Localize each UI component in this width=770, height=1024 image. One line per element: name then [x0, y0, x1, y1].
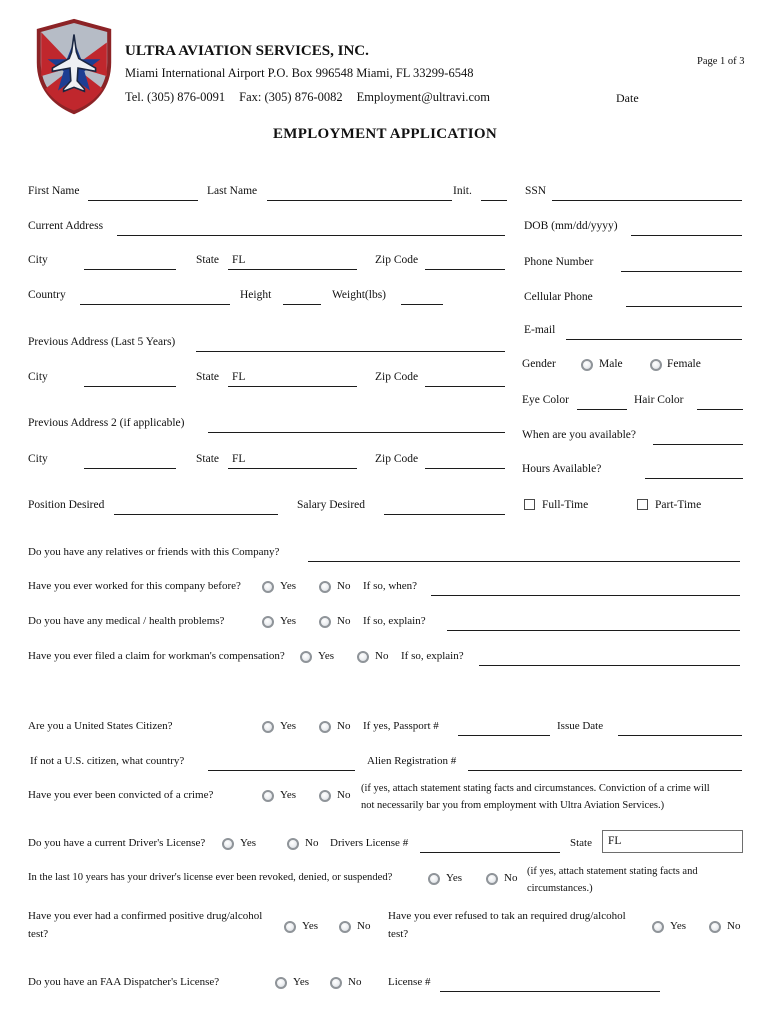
ssn-field[interactable] [552, 197, 742, 201]
first-name-label: First Name [28, 185, 80, 197]
eye-color-label: Eye Color [522, 394, 569, 406]
weight-field[interactable] [401, 301, 443, 305]
city2-field[interactable] [84, 383, 176, 387]
refused-test-question-line2: test? [388, 928, 409, 940]
drivers-license-question: Do you have a current Driver's License? [28, 837, 206, 849]
company-logo [34, 18, 114, 115]
gender-female-radio[interactable] [650, 359, 662, 371]
alien-registration-label: Alien Registration # [367, 755, 457, 767]
license-number-label: License # [388, 976, 431, 988]
refused-test-yes-radio[interactable] [652, 921, 664, 933]
full-time-checkbox[interactable] [524, 499, 535, 510]
convicted-no-label: No [337, 789, 351, 801]
revoked-note-line1: (if yes, attach statement stating facts and [527, 866, 698, 877]
if-so-when-label: If so, when? [363, 580, 418, 592]
positive-test-no-label: No [357, 920, 371, 932]
convicted-note-line1: (if yes, attach statement stating facts and circumstances. Conviction of a crime will [361, 783, 710, 794]
dl-state-label: State [570, 837, 592, 849]
zip3-field[interactable] [425, 465, 505, 469]
drivers-license-no-radio[interactable] [287, 838, 299, 850]
current-address-label: Current Address [28, 220, 104, 232]
ssn-label: SSN [525, 185, 547, 197]
refused-test-no-radio[interactable] [709, 921, 721, 933]
company-fax: Fax: (305) 876-0082 [239, 90, 343, 104]
convicted-question: Have you ever been convicted of a crime? [28, 789, 214, 801]
when-available-label: When are you available? [522, 429, 636, 441]
gender-male-label: Male [599, 358, 623, 370]
gender-label: Gender [522, 358, 556, 370]
salary-desired-label: Salary Desired [297, 499, 366, 511]
workman-comp-question: Have you ever filed a claim for workman's compensation? [28, 650, 285, 662]
revoked-yes-label: Yes [446, 872, 463, 884]
worked-before-yes-radio[interactable] [262, 581, 274, 593]
citizen-question: Are you a United States Citizen? [28, 720, 173, 732]
weight-label: Weight(lbs) [332, 289, 387, 301]
refused-test-no-label: No [727, 920, 741, 932]
gender-male-radio[interactable] [581, 359, 593, 371]
workman-explain-label: If so, explain? [401, 650, 464, 662]
cellular-label: Cellular Phone [524, 291, 593, 303]
workman-comp-no-radio[interactable] [357, 651, 369, 663]
zip2-field[interactable] [425, 383, 505, 387]
state2-value[interactable]: FL [232, 371, 246, 383]
city3-label: City [28, 453, 48, 465]
citizen-yes-radio[interactable] [262, 721, 274, 733]
previous-address2-field[interactable] [208, 429, 505, 433]
dl-state-field[interactable] [602, 830, 743, 853]
alien-registration-field[interactable] [468, 767, 742, 771]
revoked-no-label: No [504, 872, 518, 884]
country-label: Country [28, 289, 66, 301]
state1-field[interactable] [228, 266, 357, 270]
previous-address-label: Previous Address (Last 5 Years) [28, 336, 176, 348]
worked-before-yes-label: Yes [280, 580, 297, 592]
positive-test-question-line2: test? [28, 928, 49, 940]
faa-yes-label: Yes [293, 976, 310, 988]
shield-logo-icon [34, 18, 114, 115]
previous-address2-label: Previous Address 2 (if applicable) [28, 417, 185, 429]
init-label: Init. [453, 185, 472, 197]
date-label: Date [616, 91, 639, 105]
phone-label: Phone Number [524, 256, 594, 268]
citizen-no-label: No [337, 720, 351, 732]
convicted-yes-label: Yes [280, 789, 297, 801]
faa-question: Do you have an FAA Dispatcher's License? [28, 976, 220, 988]
revoked-question: In the last 10 years has your driver's license ever been revoked, denied, or suspended? [28, 872, 393, 883]
part-time-label: Part-Time [655, 499, 702, 511]
position-desired-label: Position Desired [28, 499, 105, 511]
email-label: E-mail [524, 324, 556, 336]
company-email: Employment@ultravi.com [356, 90, 490, 104]
position-desired-field[interactable] [114, 511, 278, 515]
current-address-field[interactable] [117, 232, 505, 236]
height-field[interactable] [283, 301, 321, 305]
dl-state-value[interactable]: FL [608, 835, 622, 847]
revoked-no-radio[interactable] [486, 873, 498, 885]
city3-field[interactable] [84, 465, 176, 469]
medical-no-radio[interactable] [319, 616, 331, 628]
height-label: Height [240, 289, 272, 301]
previous-address-field[interactable] [196, 348, 505, 352]
eye-color-field[interactable] [577, 406, 627, 410]
state3-field[interactable] [228, 465, 357, 469]
convicted-note-line2: not necessarily bar you from employment with Ultra Aviation Services.) [361, 800, 665, 811]
hours-available-field[interactable] [645, 475, 743, 479]
passport-label: If yes, Passport # [363, 720, 439, 732]
state2-field[interactable] [228, 383, 357, 387]
hours-available-label: Hours Available? [522, 463, 602, 475]
faa-yes-radio[interactable] [275, 977, 287, 989]
page-indicator: Page 1 of 3 [697, 56, 745, 67]
company-name: ULTRA AVIATION SERVICES, INC. [125, 43, 369, 59]
if-so-when-field[interactable] [431, 592, 740, 596]
convicted-yes-radio[interactable] [262, 790, 274, 802]
email-field[interactable] [566, 336, 742, 340]
part-time-checkbox[interactable] [637, 499, 648, 510]
init-field[interactable] [481, 197, 507, 201]
city2-label: City [28, 371, 48, 383]
state3-value[interactable]: FL [232, 453, 246, 465]
drivers-license-yes-radio[interactable] [222, 838, 234, 850]
country-field[interactable] [80, 301, 230, 305]
refused-test-question-line1: Have you ever refused to tak an required drug/alcohol [388, 910, 626, 922]
revoked-note-line2: circumstances.) [527, 883, 593, 894]
dob-field[interactable] [631, 232, 742, 236]
issue-date-label: Issue Date [557, 720, 604, 732]
positive-test-yes-label: Yes [302, 920, 319, 932]
medical-explain-label: If so, explain? [363, 615, 426, 627]
full-time-label: Full-Time [542, 499, 589, 511]
medical-no-label: No [337, 615, 351, 627]
drivers-license-number-label: Drivers License # [330, 837, 409, 849]
form-title: EMPLOYMENT APPLICATION [273, 126, 497, 142]
first-name-field[interactable] [88, 197, 198, 201]
worked-before-no-label: No [337, 580, 351, 592]
last-name-field[interactable] [267, 197, 452, 201]
salary-desired-field[interactable] [384, 511, 505, 515]
citizen-no-radio[interactable] [319, 721, 331, 733]
not-citizen-question: If not a U.S. citizen, what country? [30, 755, 185, 767]
company-tel: Tel. (305) 876-0091 [125, 90, 226, 104]
zip2-label: Zip Code [375, 371, 419, 383]
phone-field[interactable] [621, 268, 742, 272]
company-address: Miami International Airport P.O. Box 996548 Miami, FL 33299-6548 [125, 66, 474, 80]
positive-test-question-line1: Have you ever had a confirmed positive drug/alcohol [28, 910, 263, 922]
positive-test-no-radio[interactable] [339, 921, 351, 933]
positive-test-yes-radio[interactable] [284, 921, 296, 933]
relatives-field[interactable] [308, 558, 740, 562]
refused-test-yes-label: Yes [670, 920, 687, 932]
cellular-field[interactable] [626, 303, 742, 307]
last-name-label: Last Name [207, 185, 258, 197]
zip1-label: Zip Code [375, 254, 419, 266]
revoked-yes-radio[interactable] [428, 873, 440, 885]
workman-comp-no-label: No [375, 650, 389, 662]
state3-label: State [196, 453, 219, 465]
workman-comp-yes-label: Yes [318, 650, 335, 662]
faa-no-radio[interactable] [330, 977, 342, 989]
worked-before-no-radio[interactable] [319, 581, 331, 593]
state2-label: State [196, 371, 219, 383]
drivers-license-no-label: No [305, 837, 319, 849]
gender-female-label: Female [667, 358, 701, 370]
state1-value[interactable]: FL [232, 254, 246, 266]
hair-color-field[interactable] [697, 406, 743, 410]
citizen-yes-label: Yes [280, 720, 297, 732]
faa-no-label: No [348, 976, 362, 988]
hair-color-label: Hair Color [634, 394, 684, 406]
license-number-field[interactable] [440, 988, 660, 992]
medical-explain-field[interactable] [447, 627, 740, 631]
city1-field[interactable] [84, 266, 176, 270]
issue-date-field[interactable] [618, 732, 742, 736]
drivers-license-number-field[interactable] [420, 849, 560, 853]
zip3-label: Zip Code [375, 453, 419, 465]
relatives-question: Do you have any relatives or friends with this Company? [28, 546, 280, 558]
city1-label: City [28, 254, 48, 266]
workman-comp-yes-radio[interactable] [300, 651, 312, 663]
medical-yes-radio[interactable] [262, 616, 274, 628]
passport-field[interactable] [458, 732, 550, 736]
when-available-field[interactable] [653, 441, 743, 445]
drivers-license-yes-label: Yes [240, 837, 257, 849]
convicted-no-radio[interactable] [319, 790, 331, 802]
medical-yes-label: Yes [280, 615, 297, 627]
worked-before-question: Have you ever worked for this company before? [28, 580, 241, 592]
workman-explain-field[interactable] [479, 662, 740, 666]
medical-question: Do you have any medical / health problems? [28, 615, 225, 627]
company-contact [125, 90, 490, 105]
not-citizen-country-field[interactable] [208, 767, 355, 771]
dob-label: DOB (mm/dd/yyyy) [524, 220, 618, 232]
zip1-field[interactable] [425, 266, 505, 270]
state1-label: State [196, 254, 219, 266]
